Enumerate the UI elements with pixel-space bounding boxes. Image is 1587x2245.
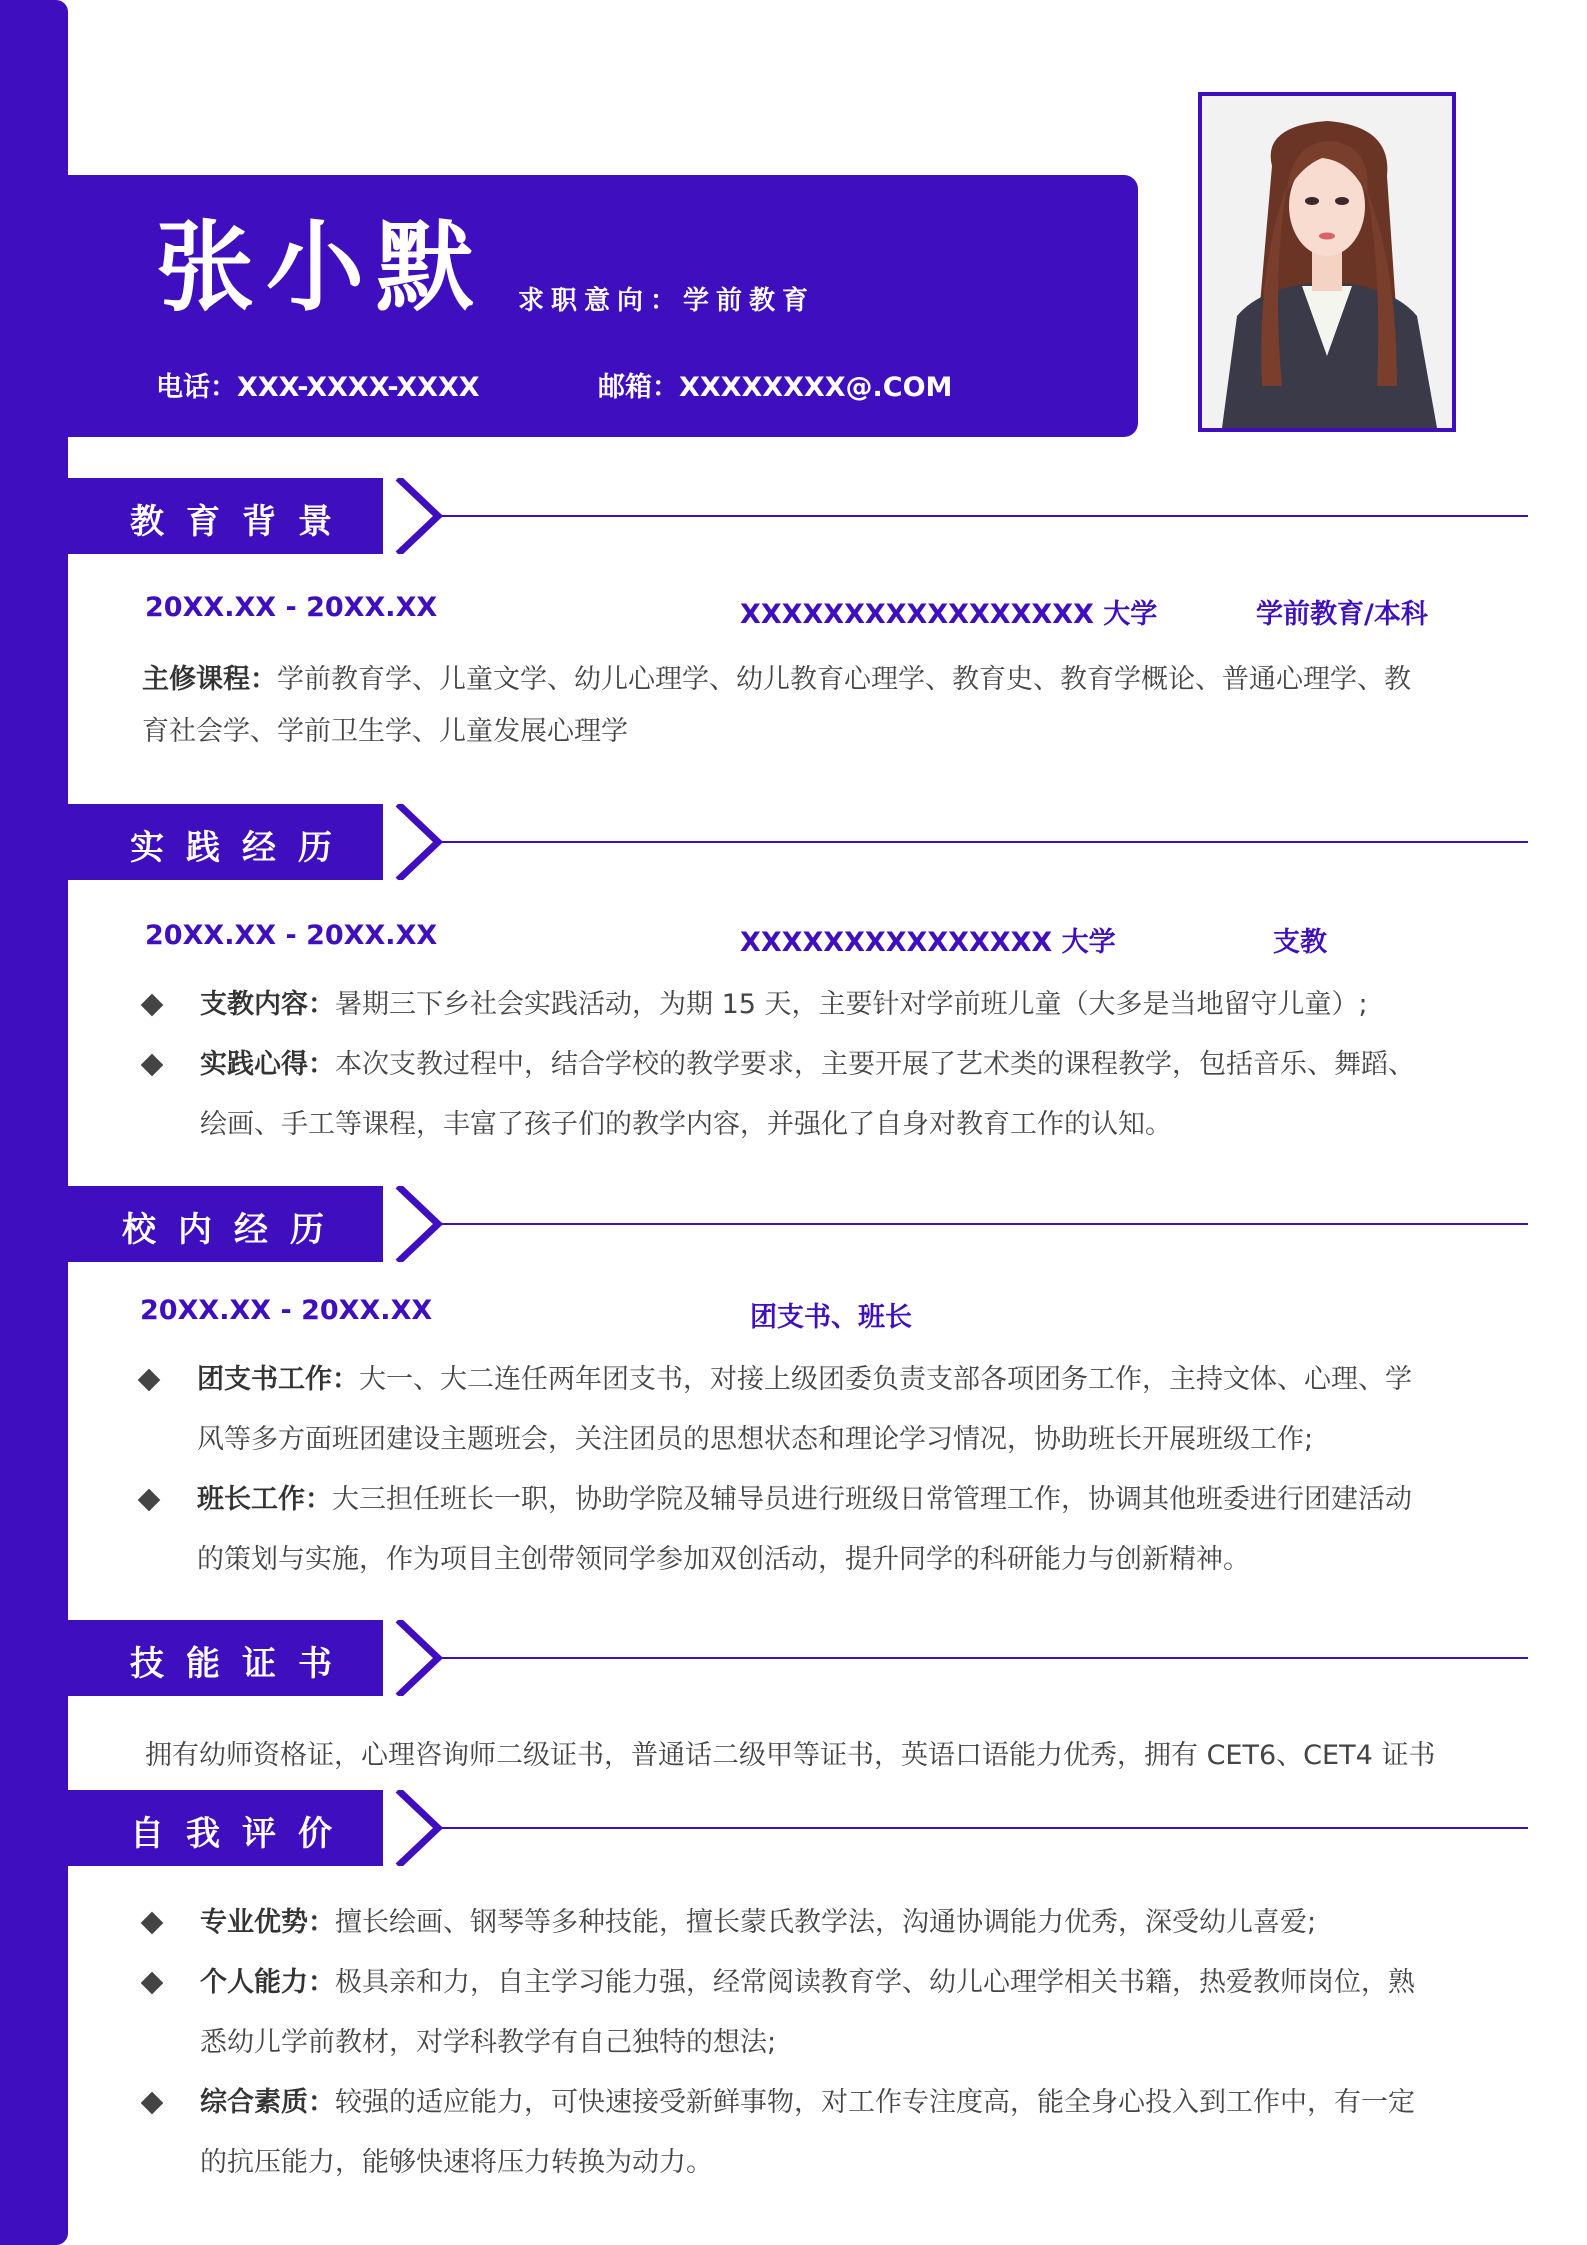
item-line-1: 擅长绘画、钢琴等多种技能，擅长蒙氏教学法，沟通协调能力优秀，深受幼儿喜爱; [335,1907,1317,1938]
header-banner [68,175,1138,437]
item-line-1: 极具亲和力，自主学习能力强，经常阅读教育学、幼儿心理学相关书籍，热爱教师岗位，熟 [335,1967,1415,1998]
item-line-1: 本次支教过程中，结合学校的教学要求，主要开展了艺术类的课程教学，包括音乐、舞蹈、 [335,1049,1415,1080]
self-eval-item [200,2073,1495,2193]
section-header-education [68,478,1528,554]
item-line-2: 悉幼儿学前教材，对学科教学有自己独特的想法; [200,2027,777,2058]
phone-number: 电话：XXX-XXXX-XXXX [156,372,480,403]
item-line-2: 风等多方面班团建设主题班会，关注团员的思想状态和理论学习情况，协助班长开展班级工作; [197,1424,1314,1455]
education-date: 20XX.XX - 20XX.XX [145,592,438,623]
practice-date: 20XX.XX - 20XX.XX [145,920,438,951]
chevron-right-icon [393,1186,443,1262]
section-title: 技能证书 [130,1644,354,1684]
item-label: 支教内容： [200,989,335,1020]
practice-school: XXXXXXXXXXXXXXX 大学 [740,927,1116,958]
chevron-right-icon [393,478,443,554]
item-line-2: 的策划与实施，作为项目主创带领同学参加双创活动，提升同学的科研能力与创新精神。 [197,1544,1250,1575]
courses-line-1: 学前教育学、儿童文学、幼儿心理学、幼儿教育心理学、教育史、教育学概论、普通心理学、教 [277,664,1411,695]
diamond-bullet-icon [138,1489,161,1512]
practice-item [200,975,1490,1035]
section-divider [440,1223,1528,1225]
diamond-bullet-icon [141,1054,164,1077]
campus-item [197,1350,1492,1470]
item-label: 个人能力： [200,1967,335,1998]
item-line-1: 大三担任班长一职，协助学院及辅导员进行班级日常管理工作，协调其他班委进行团建活动 [332,1484,1412,1515]
education-school: XXXXXXXXXXXXXXXXX 大学 [740,599,1158,630]
diamond-bullet-icon [138,1369,161,1392]
courses-line-2: 育社会学、学前卫生学、儿童发展心理学 [142,716,628,747]
item-line-2: 绘画、手工等课程，丰富了孩子们的教学内容，并强化了自身对教育工作的认知。 [200,1109,1172,1140]
item-line-1: 较强的适应能力，可快速接受新鲜事物，对工作专注度高，能全身心投入到工作中，有一定 [335,2087,1415,2118]
avatar-illustration [1202,96,1452,428]
courses-label: 主修课程： [142,664,277,695]
chevron-right-icon [393,1790,443,1866]
job-objective: 求职意向：学前教育 [518,286,816,316]
diamond-bullet-icon [141,2092,164,2115]
section-divider [440,515,1528,517]
diamond-bullet-icon [141,1912,164,1935]
diamond-bullet-icon [141,994,164,1017]
skills-text: 拥有幼师资格证，心理咨询师二级证书，普通话二级甲等证书，英语口语能力优秀，拥有 CET6、CET4 证书 [145,1740,1436,1771]
chevron-right-icon [393,1620,443,1696]
left-accent-bar [0,0,68,2245]
profile-photo [1198,92,1456,432]
item-line-1: 暑期三下乡社会实践活动，为期 15 天，主要针对学前班儿童（大多是当地留守儿童）; [335,989,1368,1020]
section-divider [440,1827,1528,1829]
section-title: 教育背景 [130,502,354,542]
self-eval-item [200,1953,1495,2073]
education-courses [142,654,1482,758]
campus-date: 20XX.XX - 20XX.XX [140,1295,433,1326]
section-title: 校内经历 [122,1210,346,1250]
section-header-self-evaluation [68,1790,1528,1866]
item-line-1: 大一、大二连任两年团支书，对接上级团委负责支部各项团务工作，主持文体、心理、学 [359,1364,1412,1395]
candidate-name: 张小默 [156,211,487,325]
item-label: 班长工作： [197,1484,332,1515]
chevron-right-icon [393,804,443,880]
practice-role: 支教 [1273,927,1327,958]
campus-role: 团支书、班长 [750,1302,912,1333]
education-major: 学前教育/本科 [1256,599,1428,630]
section-title: 自我评价 [130,1814,354,1854]
self-eval-item [200,1893,1495,1953]
section-header-skills [68,1620,1528,1696]
section-divider [440,1657,1528,1659]
campus-item [197,1470,1492,1590]
practice-item [200,1035,1490,1155]
item-label: 专业优势： [200,1907,335,1938]
item-label: 团支书工作： [197,1364,359,1395]
item-label: 实践心得： [200,1049,335,1080]
item-label: 综合素质： [200,2087,335,2118]
section-header-campus [68,1186,1528,1262]
diamond-bullet-icon [141,1972,164,1995]
section-header-practice [68,804,1528,880]
item-line-2: 的抗压能力，能够快速将压力转换为动力。 [200,2147,713,2178]
email-address: 邮箱：XXXXXXXX@.COM [598,372,953,403]
section-title: 实践经历 [130,828,354,868]
section-divider [440,841,1528,843]
